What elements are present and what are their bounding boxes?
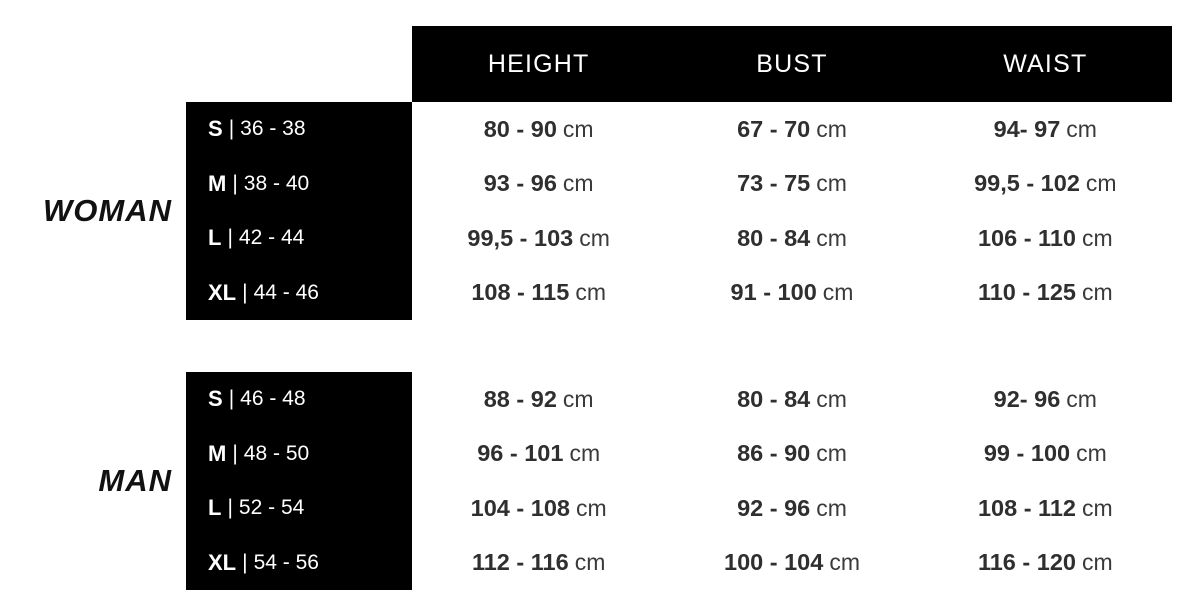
size-separator: | (227, 496, 233, 520)
table-row (412, 157, 1172, 212)
cell-unit: cm (1081, 549, 1113, 576)
cell-value: 108 - 112 (977, 494, 1076, 521)
size-eu-range: 44 - 46 (253, 280, 319, 304)
size-column-woman (186, 102, 412, 320)
cell-value: 99,5 - 102 (974, 170, 1080, 197)
cell-value: 104 - 108 (470, 494, 570, 521)
size-label: S (208, 386, 223, 412)
size-separator: | (242, 280, 248, 304)
size-eu-range: 38 - 40 (243, 171, 310, 195)
size-group-woman (0, 102, 1200, 320)
size-label: M (208, 440, 227, 466)
size-label: M (208, 170, 227, 196)
cell-value: 94- 97 (993, 115, 1061, 142)
table-row (412, 481, 1172, 536)
size-eu-range: 54 - 56 (253, 550, 319, 574)
size-eu-range: 36 - 38 (240, 117, 306, 141)
table-row (412, 427, 1172, 482)
cell-value: 110 - 125 (977, 279, 1076, 306)
cell-unit: cm (579, 224, 610, 251)
cell-unit: cm (1066, 385, 1097, 412)
cell-unit: cm (1076, 440, 1107, 467)
group-label-woman: WOMAN (43, 193, 172, 228)
size-eu-range: 42 - 44 (238, 226, 305, 250)
measurements-man (412, 372, 1172, 590)
table-row (412, 536, 1172, 591)
cell-unit: cm (1081, 494, 1113, 521)
cell-bust (665, 157, 918, 212)
cell-bust (665, 266, 918, 321)
table-row (412, 102, 1172, 157)
cell-value: 99 - 100 (983, 440, 1071, 467)
cell-height (412, 372, 665, 427)
cell-unit: cm (574, 549, 606, 576)
cell-value: 91 - 100 (730, 279, 817, 306)
size-eu-range: 48 - 50 (243, 441, 310, 465)
cell-unit: cm (829, 549, 860, 576)
cell-unit: cm (816, 494, 847, 521)
size-separator: | (228, 117, 235, 141)
cell-value: 96 - 101 (477, 440, 564, 467)
cell-unit: cm (562, 115, 594, 142)
group-label-container-man (0, 372, 186, 590)
cell-height (412, 102, 665, 157)
cell-unit: cm (822, 279, 854, 306)
cell-height (412, 481, 665, 536)
size-label: S (208, 116, 223, 142)
cell-waist (919, 266, 1172, 321)
cell-bust (665, 536, 918, 591)
cell-value: 73 - 75 (737, 170, 811, 197)
cell-value: 92 - 96 (737, 494, 811, 521)
cell-bust (665, 372, 918, 427)
cell-bust (665, 481, 918, 536)
size-separator: | (232, 441, 238, 465)
group-label-man: MAN (98, 463, 172, 498)
cell-value: 92- 96 (993, 385, 1061, 412)
cell-unit: cm (562, 385, 594, 412)
size-row-man-m (186, 427, 412, 482)
cell-waist (919, 372, 1172, 427)
size-row-woman-xl (186, 266, 412, 321)
cell-height (412, 536, 665, 591)
cell-value: 80 - 90 (483, 115, 557, 142)
cell-unit: cm (816, 385, 847, 412)
size-separator: | (227, 226, 233, 250)
table-row (412, 211, 1172, 266)
cell-value: 99,5 - 103 (467, 224, 574, 251)
cell-bust (665, 427, 918, 482)
cell-unit: cm (562, 170, 594, 197)
cell-unit: cm (816, 440, 847, 467)
cell-unit: cm (575, 494, 607, 521)
size-group-man (0, 372, 1200, 590)
cell-value: 80 - 84 (737, 385, 811, 412)
cell-height (412, 266, 665, 321)
cell-value: 116 - 120 (977, 549, 1076, 576)
cell-unit: cm (816, 115, 847, 142)
cell-waist (919, 536, 1172, 591)
cell-unit: cm (1085, 170, 1117, 197)
cell-value: 86 - 90 (737, 440, 811, 467)
size-column-man (186, 372, 412, 590)
cell-value: 108 - 115 (471, 279, 570, 306)
size-row-man-l (186, 481, 412, 536)
cell-value: 112 - 116 (471, 549, 569, 576)
cell-waist (919, 481, 1172, 536)
size-separator: | (242, 550, 248, 574)
cell-value: 93 - 96 (483, 170, 557, 197)
cell-value: 88 - 92 (483, 385, 557, 412)
cell-bust (665, 211, 918, 266)
cell-waist (919, 211, 1172, 266)
size-row-man-s (186, 372, 412, 427)
cell-unit: cm (816, 224, 847, 251)
cell-value: 67 - 70 (737, 115, 811, 142)
cell-unit: cm (575, 279, 606, 306)
table-row (412, 372, 1172, 427)
cell-height (412, 211, 665, 266)
table-row (412, 266, 1172, 321)
cell-waist (919, 157, 1172, 212)
cell-waist (919, 427, 1172, 482)
cell-unit: cm (1081, 224, 1113, 251)
size-eu-range: 52 - 54 (238, 496, 305, 520)
cell-height (412, 427, 665, 482)
table-header-row (412, 26, 1172, 102)
size-row-man-xl (186, 536, 412, 591)
cell-unit: cm (1081, 279, 1113, 306)
group-label-container-woman (0, 102, 186, 320)
size-row-woman-l (186, 211, 412, 266)
size-eu-range: 46 - 48 (240, 387, 306, 411)
cell-height (412, 157, 665, 212)
measurements-woman (412, 102, 1172, 320)
cell-unit: cm (816, 170, 847, 197)
size-separator: | (232, 171, 238, 195)
cell-value: 106 - 110 (977, 224, 1076, 251)
cell-bust (665, 102, 918, 157)
size-label: XL (208, 279, 237, 305)
cell-unit: cm (1066, 115, 1097, 142)
size-label: L (208, 225, 222, 251)
size-separator: | (228, 387, 235, 411)
cell-waist (919, 102, 1172, 157)
cell-value: 100 - 104 (724, 549, 824, 576)
size-row-woman-s (186, 102, 412, 157)
size-label: L (208, 495, 222, 521)
size-label: XL (208, 549, 237, 575)
column-header-bust: BUST (756, 49, 828, 78)
column-header-waist: WAIST (1003, 49, 1088, 78)
column-header-height: HEIGHT (487, 49, 590, 78)
cell-unit: cm (569, 440, 601, 467)
size-row-woman-m (186, 157, 412, 212)
cell-value: 80 - 84 (737, 224, 811, 251)
